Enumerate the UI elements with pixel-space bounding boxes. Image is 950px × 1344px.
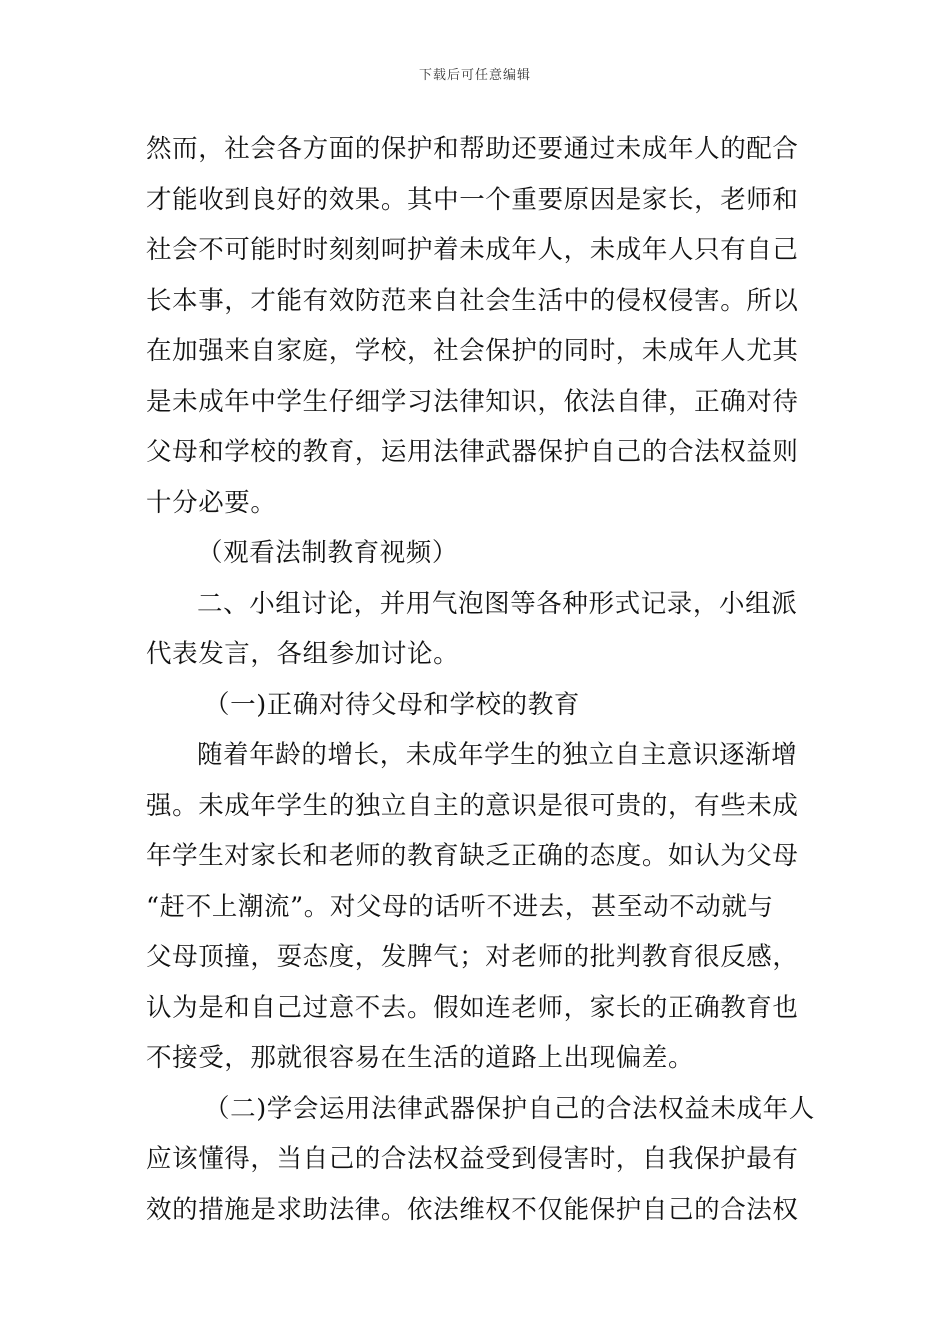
text-line: 才能收到良好的效果。其中一个重要原因是家长，老师和: [146, 184, 799, 215]
document-body: [146, 124, 815, 1235]
text-line: “赶不上潮流”。对父母的话听不进去，甚至动不动就与: [146, 891, 774, 922]
paragraph: [146, 579, 808, 680]
page-header: 下载后可任意编辑: [418, 68, 531, 83]
text-line: 强。未成年学生的独立自主的意识是很可贵的，有些未成: [146, 790, 799, 821]
paragraph: [146, 730, 808, 1084]
text-line: 在加强来自家庭，学校，社会保护的同时，未成年人尤其: [146, 336, 799, 366]
text-line: 代表发言，各组参加讨论。: [146, 639, 460, 669]
text-line: 是未成年中学生仔细学习法律知识，依法自律，正确对待: [146, 386, 799, 417]
text-line: 长本事，才能有效防范来自社会生活中的侵权侵害。所以: [146, 285, 799, 316]
paragraph: [146, 124, 808, 528]
text-line: 父母和学校的教育，运用法律武器保护自己的合法权益则: [146, 437, 799, 467]
text-line: （二)学会运用法律武器保护自己的合法权益未成年人: [204, 1093, 815, 1124]
paragraph: [146, 1084, 815, 1236]
text-line: （观看法制教育视频）: [197, 538, 459, 568]
text-line: 效的措施是求助法律。依法维权不仅能保护自己的合法权: [146, 1194, 799, 1225]
text-line: 社会不可能时时刻刻呵护着未成年人，未成年人只有自己: [146, 235, 799, 265]
text-line: 不接受，那就很容易在生活的道路上出现偏差。: [146, 1043, 695, 1073]
text-line: 然而，社会各方面的保护和帮助还要通过未成年人的配合: [146, 134, 799, 164]
text-line: 二、小组讨论，并用气泡图等各种形式记录，小组派: [197, 588, 798, 619]
text-line: 应该懂得，当自己的合法权益受到侵害时，自我保护最有: [146, 1144, 799, 1174]
section-heading: [146, 680, 808, 731]
text-line: 父母顶撞，耍态度，发脾气；对老师的批判教育很反感，: [146, 942, 799, 972]
text-line: 十分必要。: [146, 487, 277, 518]
paragraph: [146, 528, 808, 579]
text-line: （一)正确对待父母和学校的教育: [204, 689, 580, 720]
text-line: 随着年龄的增长，未成年学生的独立自主意识逐渐增: [197, 740, 798, 770]
text-line: 认为是和自己过意不去。假如连老师，家长的正确教育也: [146, 992, 799, 1023]
text-line: 年学生对家长和老师的教育缺乏正确的态度。如认为父母: [146, 841, 799, 871]
